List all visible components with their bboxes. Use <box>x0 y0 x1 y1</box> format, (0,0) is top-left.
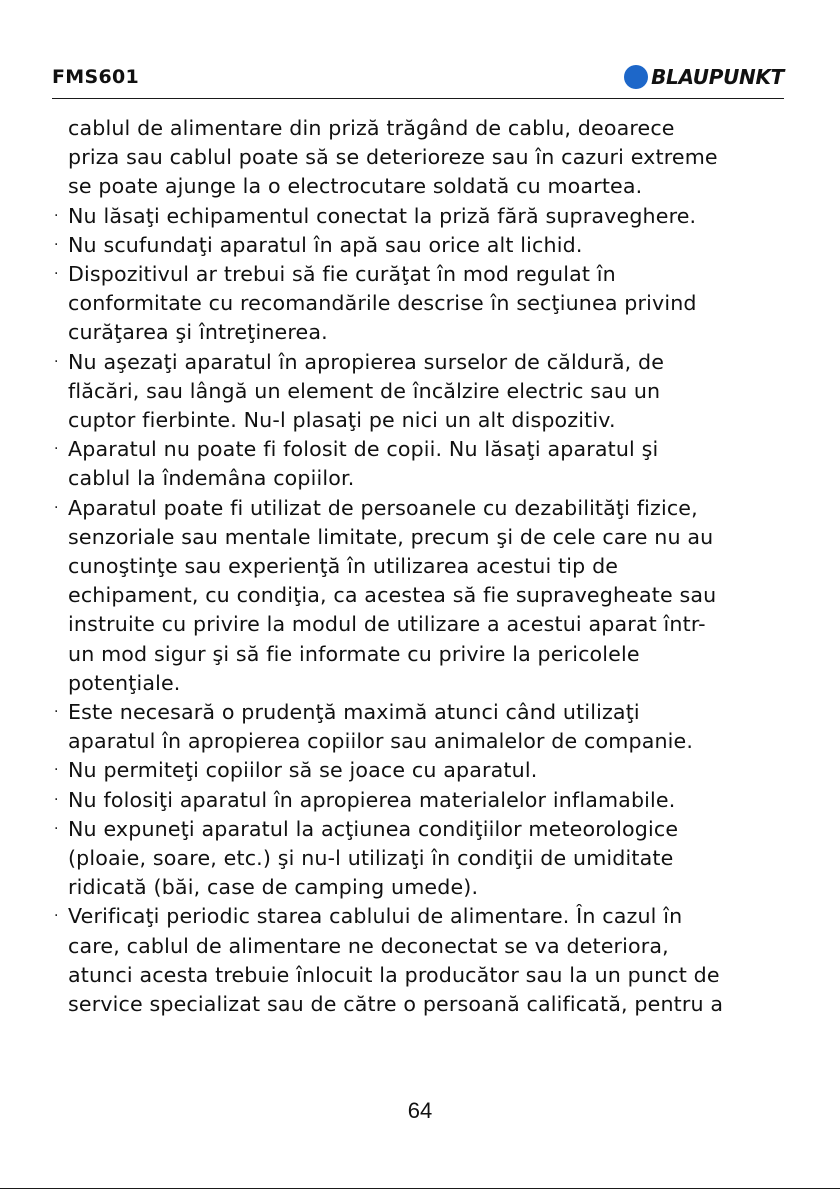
bullet-marker: · <box>54 207 59 224</box>
bullet-marker: · <box>54 441 59 458</box>
text-line: curăţarea şi întreţinerea. <box>68 320 328 345</box>
text-line: flăcări, sau lângă un element de încălzire electric sau un <box>68 378 661 403</box>
text-line: cablul la îndemâna copiilor. <box>68 466 355 491</box>
text-line: Nu scufundaţi aparatul în apă sau orice alt lichid. <box>68 232 583 257</box>
bullet-marker: · <box>54 353 59 370</box>
bullet-marker: · <box>54 236 59 253</box>
bullet-marker: · <box>54 704 59 721</box>
text-line: service specializat sau de către o persoană calificată, pentru a <box>68 992 724 1017</box>
bullet-item <box>54 435 794 493</box>
bullet-marker: · <box>54 820 59 837</box>
text-line: instruite cu privire la modul de utilizare a acestui aparat într- <box>68 612 706 637</box>
model-number: FMS601 <box>52 66 140 88</box>
bullet-item <box>54 698 794 756</box>
bullet-marker: · <box>54 266 59 283</box>
page-header <box>52 64 784 99</box>
text-line: Aparatul poate fi utilizat de persoanele cu dezabilităţi fizice, <box>68 495 698 520</box>
bullet-marker: · <box>54 762 59 779</box>
brand-name: BLAUPUNKT <box>651 65 784 89</box>
bullet-item <box>54 494 794 698</box>
continued-paragraph <box>54 114 794 202</box>
text-line: cunoştinţe sau experienţă în utilizarea acestui tip de <box>68 554 619 579</box>
bullet-item <box>54 260 794 348</box>
text-line: Nu permiteţi copiilor să se joace cu aparatul. <box>68 758 538 783</box>
text-line: Este necesară o prudenţă maximă atunci când utilizaţi <box>68 700 640 725</box>
bullet-item <box>54 786 794 815</box>
text-line: Nu folosiţi aparatul în apropierea materialelor inflamabile. <box>68 787 676 812</box>
text-line: echipament, cu condiţia, ca acestea să fie supravegheate sau <box>68 583 717 608</box>
bottom-divider <box>0 1188 840 1189</box>
text-line: senzoriale sau mentale limitate, precum şi de cele care nu au <box>68 524 714 549</box>
bullet-item <box>54 902 794 1019</box>
text-line: se poate ajunge la o electrocutare soldată cu moartea. <box>68 174 643 199</box>
bullet-marker: · <box>54 791 59 808</box>
text-line: un mod sigur şi să fie informate cu privire la pericolele <box>68 641 640 666</box>
page-number: 64 <box>407 1098 433 1123</box>
bullet-item <box>54 202 794 231</box>
bullet-item <box>54 231 794 260</box>
brand-dot-icon <box>624 65 648 89</box>
text-line: ridicată (băi, case de camping umede). <box>68 875 479 900</box>
bullet-marker: · <box>54 908 59 925</box>
text-line: (ploaie, soare, etc.) şi nu-l utilizaţi în condiţii de umiditate <box>68 846 674 871</box>
document-body <box>54 114 794 1019</box>
bullet-item <box>54 815 794 903</box>
text-line: Aparatul nu poate fi folosit de copii. Nu lăsaţi aparatul şi <box>68 437 659 462</box>
text-line: Verificaţi periodic starea cablului de alimentare. În cazul în <box>68 904 683 929</box>
text-line: priza sau cablul poate să se deterioreze sau în cazuri extreme <box>68 145 718 170</box>
text-line: care, cablul de alimentare ne deconectat se va deteriora, <box>68 933 669 958</box>
text-line: potenţiale. <box>68 670 181 695</box>
bullet-item <box>54 756 794 785</box>
text-line: Nu lăsaţi echipamentul conectat la priză fără supraveghere. <box>68 203 697 228</box>
bullet-marker: · <box>54 499 59 516</box>
text-line: atunci acesta trebuie înlocuit la producător sau la un punct de <box>68 962 720 987</box>
text-line: Nu expuneţi aparatul la acţiunea condiţiilor meteorologice <box>68 816 679 841</box>
text-line: Dispozitivul ar trebui să fie curăţat în mod regulat în <box>68 262 616 287</box>
bullet-item <box>54 348 794 436</box>
brand-logo <box>624 64 784 90</box>
text-line: aparatul în apropierea copiilor sau animalelor de companie. <box>68 729 694 754</box>
text-line: conformitate cu recomandările descrise în secţiunea privind <box>68 291 697 316</box>
text-line: Nu aşezaţi aparatul în apropierea surselor de căldură, de <box>68 349 665 374</box>
text-line: cablul de alimentare din priză trăgând de cablu, deoarece <box>68 116 675 140</box>
text-line: cuptor fierbinte. Nu-l plasaţi pe nici un alt dispozitiv. <box>68 408 616 433</box>
